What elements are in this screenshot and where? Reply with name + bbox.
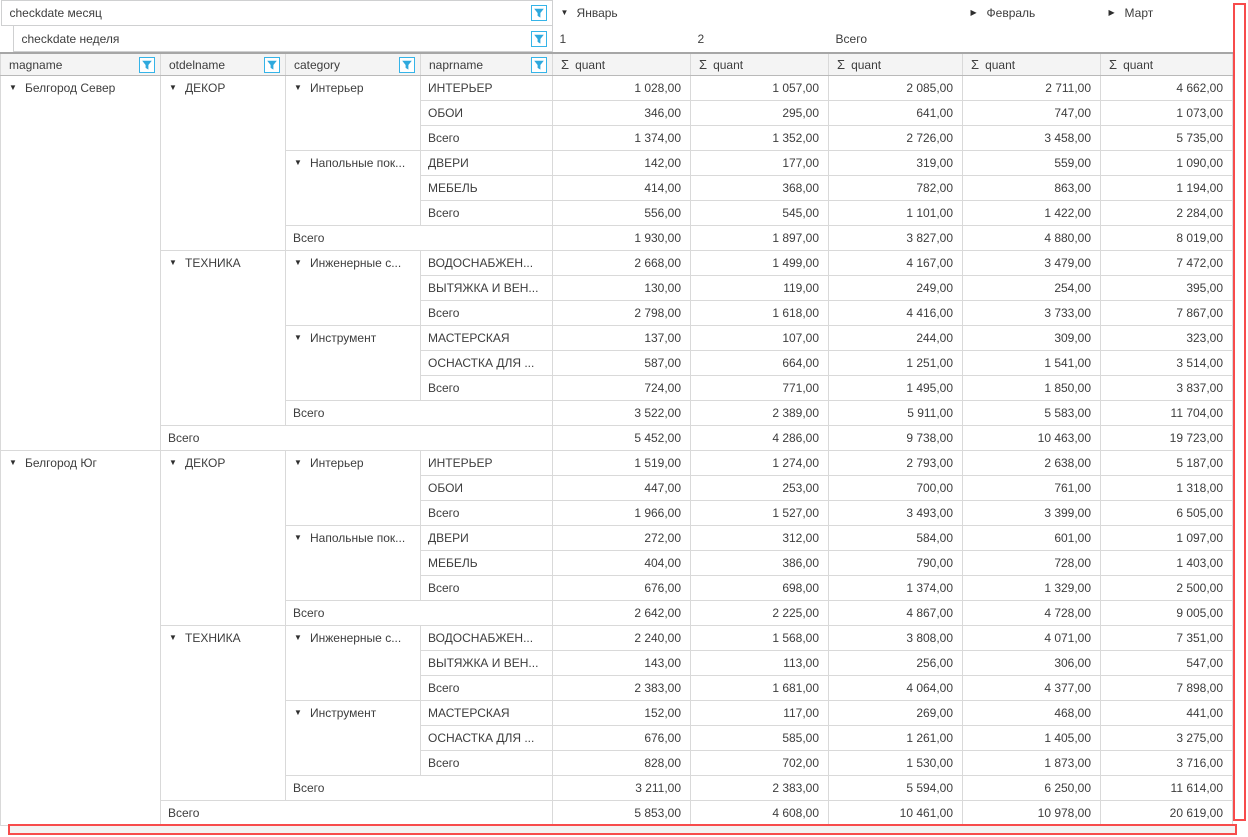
collapse-triangle-icon[interactable]: ▼ — [9, 82, 17, 92]
measure-header[interactable] — [553, 53, 691, 76]
value-cell: 4 167,00 — [829, 251, 963, 276]
value-cell: 20 619,00 — [1101, 801, 1233, 826]
field-label: otdelname — [169, 57, 226, 72]
value-cell: 386,00 — [691, 551, 829, 576]
value-cell: 7 472,00 — [1101, 251, 1233, 276]
value-cell: 782,00 — [829, 176, 963, 201]
value-cell: 2 711,00 — [963, 76, 1101, 101]
field-label: naprname — [429, 57, 484, 72]
value-cell: 3 458,00 — [963, 126, 1101, 151]
otdel-group-cell — [161, 251, 286, 426]
value-cell: 559,00 — [963, 151, 1101, 176]
category-total-cell: Всего — [421, 201, 553, 226]
value-cell: 828,00 — [553, 751, 691, 776]
filter-chip-cell — [1, 0, 553, 26]
month-label: Февраль — [986, 6, 1036, 20]
value-cell: 1 541,00 — [963, 351, 1101, 376]
napr-cell: ОБОИ — [421, 476, 553, 501]
filter-icon[interactable] — [531, 5, 547, 21]
value-cell: 3 275,00 — [1101, 726, 1233, 751]
value-cell: 698,00 — [691, 576, 829, 601]
collapse-triangle-icon[interactable]: ▼ — [169, 257, 177, 267]
value-cell: 4 377,00 — [963, 676, 1101, 701]
sigma-icon: Σ — [561, 57, 570, 72]
value-cell: 5 735,00 — [1101, 126, 1233, 151]
value-cell: 584,00 — [829, 526, 963, 551]
group-label: Интерьер — [310, 456, 364, 470]
field-header-magname[interactable] — [1, 53, 161, 76]
value-cell: 2 389,00 — [691, 401, 829, 426]
value-cell: 863,00 — [963, 176, 1101, 201]
value-cell: 254,00 — [963, 276, 1101, 301]
value-cell: 1 318,00 — [1101, 476, 1233, 501]
value-cell: 2 284,00 — [1101, 201, 1233, 226]
category-total-cell: Всего — [421, 576, 553, 601]
filter-area-row-1 — [1, 0, 1233, 26]
value-cell: 5 594,00 — [829, 776, 963, 801]
value-cell: 3 733,00 — [963, 301, 1101, 326]
filter-field-month[interactable] — [1, 0, 553, 26]
value-cell: 4 071,00 — [963, 626, 1101, 651]
mag-group-cell — [1, 76, 161, 451]
value-cell: 547,00 — [1101, 651, 1233, 676]
group-label: Инструмент — [310, 331, 377, 345]
value-cell: 8 019,00 — [1101, 226, 1233, 251]
category-group-cell — [286, 326, 421, 401]
napr-cell: ИНТЕРЬЕР — [421, 451, 553, 476]
table-row — [1, 801, 1233, 826]
category-total-cell: Всего — [421, 126, 553, 151]
field-header-row — [1, 53, 1233, 76]
value-cell: 10 463,00 — [963, 426, 1101, 451]
napr-cell: МЕБЕЛЬ — [421, 176, 553, 201]
value-cell: 9 005,00 — [1101, 601, 1233, 626]
value-cell: 309,00 — [963, 326, 1101, 351]
value-cell: 676,00 — [553, 576, 691, 601]
value-cell: 3 514,00 — [1101, 351, 1233, 376]
value-cell: 3 716,00 — [1101, 751, 1233, 776]
value-cell: 585,00 — [691, 726, 829, 751]
value-cell: 1 097,00 — [1101, 526, 1233, 551]
value-cell: 702,00 — [691, 751, 829, 776]
category-total-cell: Всего — [421, 751, 553, 776]
value-cell: 177,00 — [691, 151, 829, 176]
napr-cell: ОСНАСТКА ДЛЯ ... — [421, 351, 553, 376]
table-row — [1, 451, 1233, 476]
group-label: ТЕХНИКА — [185, 256, 241, 270]
value-cell: 2 668,00 — [553, 251, 691, 276]
value-cell: 7 867,00 — [1101, 301, 1233, 326]
expand-triangle-icon[interactable]: ▶ — [1108, 7, 1115, 17]
value-cell: 468,00 — [963, 701, 1101, 726]
group-label: Напольные пок... — [310, 156, 406, 170]
value-cell: 5 187,00 — [1101, 451, 1233, 476]
otdel-group-cell — [161, 451, 286, 626]
napr-cell: ВОДОСНАБЖЕН... — [421, 626, 553, 651]
value-cell: 3 808,00 — [829, 626, 963, 651]
value-cell: 404,00 — [553, 551, 691, 576]
field-label: category — [294, 57, 341, 72]
measure-header[interactable] — [1101, 53, 1233, 76]
measure-header[interactable] — [691, 53, 829, 76]
collapse-triangle-icon[interactable]: ▼ — [169, 632, 177, 642]
value-cell: 1 530,00 — [829, 751, 963, 776]
category-total-cell: Всего — [421, 301, 553, 326]
column-header-march[interactable] — [1101, 0, 1233, 53]
filter-icon[interactable] — [531, 31, 547, 47]
napr-cell: ДВЕРИ — [421, 151, 553, 176]
collapse-triangle-icon[interactable]: ▼ — [294, 257, 302, 267]
value-cell: 253,00 — [691, 476, 829, 501]
filter-icon[interactable] — [399, 57, 415, 73]
value-cell: 724,00 — [553, 376, 691, 401]
value-cell: 2 798,00 — [553, 301, 691, 326]
value-cell: 2 225,00 — [691, 601, 829, 626]
measure-header[interactable] — [963, 53, 1101, 76]
value-cell: 1 519,00 — [553, 451, 691, 476]
value-cell: 1 101,00 — [829, 201, 963, 226]
collapse-triangle-icon[interactable]: ▼ — [294, 157, 302, 167]
value-cell: 3 211,00 — [553, 776, 691, 801]
value-cell: 244,00 — [829, 326, 963, 351]
value-cell: 19 723,00 — [1101, 426, 1233, 451]
value-cell: 1 681,00 — [691, 676, 829, 701]
filter-icon[interactable] — [139, 57, 155, 73]
table-row — [1, 426, 1233, 451]
value-cell: 3 522,00 — [553, 401, 691, 426]
napr-cell: ОБОИ — [421, 101, 553, 126]
value-cell: 11 704,00 — [1101, 401, 1233, 426]
value-cell: 414,00 — [553, 176, 691, 201]
sigma-icon: Σ — [1109, 57, 1118, 72]
value-cell: 1 352,00 — [691, 126, 829, 151]
sigma-icon: Σ — [699, 57, 708, 72]
value-cell: 119,00 — [691, 276, 829, 301]
category-total-cell: Всего — [421, 501, 553, 526]
value-cell: 11 614,00 — [1101, 776, 1233, 801]
category-group-cell — [286, 76, 421, 151]
collapse-triangle-icon[interactable]: ▼ — [294, 332, 302, 342]
value-cell: 2 642,00 — [553, 601, 691, 626]
group-label: Интерьер — [310, 81, 364, 95]
value-cell: 601,00 — [963, 526, 1101, 551]
otdel-total-cell: Всего — [286, 601, 553, 626]
category-group-cell — [286, 251, 421, 326]
collapse-triangle-icon[interactable]: ▼ — [294, 82, 302, 92]
value-cell: 2 085,00 — [829, 76, 963, 101]
value-cell: 3 837,00 — [1101, 376, 1233, 401]
value-cell: 1 850,00 — [963, 376, 1101, 401]
measure-label: quant — [851, 58, 882, 72]
column-header-january[interactable] — [553, 0, 963, 26]
value-cell: 323,00 — [1101, 326, 1233, 351]
value-cell: 664,00 — [691, 351, 829, 376]
value-cell: 4 662,00 — [1101, 76, 1233, 101]
category-group-cell — [286, 451, 421, 526]
category-group-cell — [286, 626, 421, 701]
mag-total-cell: Всего — [161, 426, 553, 451]
filter-field-month-label: checkdate месяц — [9, 6, 102, 20]
value-cell: 556,00 — [553, 201, 691, 226]
value-cell: 1 374,00 — [553, 126, 691, 151]
value-cell: 306,00 — [963, 651, 1101, 676]
value-cell: 368,00 — [691, 176, 829, 201]
value-cell: 2 726,00 — [829, 126, 963, 151]
value-cell: 4 286,00 — [691, 426, 829, 451]
value-cell: 256,00 — [829, 651, 963, 676]
horizontal-scrollbar-highlight[interactable] — [8, 824, 1237, 835]
field-label: magname — [9, 57, 63, 72]
value-cell: 4 880,00 — [963, 226, 1101, 251]
otdel-total-cell: Всего — [286, 776, 553, 801]
value-cell: 5 452,00 — [553, 426, 691, 451]
value-cell: 2 383,00 — [691, 776, 829, 801]
value-cell: 2 500,00 — [1101, 576, 1233, 601]
value-cell: 4 608,00 — [691, 801, 829, 826]
collapse-triangle-icon[interactable]: ▼ — [294, 532, 302, 542]
value-cell: 1 495,00 — [829, 376, 963, 401]
measure-header[interactable] — [829, 53, 963, 76]
measure-label: quant — [713, 58, 744, 72]
value-cell: 1 261,00 — [829, 726, 963, 751]
subcolumn-header-total: Всего — [829, 26, 963, 53]
measure-label: quant — [575, 58, 606, 72]
napr-cell: МАСТЕРСКАЯ — [421, 701, 553, 726]
value-cell: 5 911,00 — [829, 401, 963, 426]
napr-cell: ВЫТЯЖКА И ВЕН... — [421, 651, 553, 676]
value-cell: 1 499,00 — [691, 251, 829, 276]
mag-group-cell — [1, 451, 161, 826]
filter-icon[interactable] — [264, 57, 280, 73]
group-label: Инструмент — [310, 706, 377, 720]
field-header-otdelname[interactable] — [161, 53, 286, 76]
pivot-body — [1, 76, 1233, 826]
value-cell: 2 793,00 — [829, 451, 963, 476]
subcolumn-header-week2: 2 — [691, 26, 829, 53]
value-cell: 113,00 — [691, 651, 829, 676]
collapse-triangle-icon[interactable]: ▼ — [169, 82, 177, 92]
expand-triangle-icon[interactable]: ▶ — [970, 7, 977, 17]
otdel-total-cell: Всего — [286, 226, 553, 251]
napr-cell: ОСНАСТКА ДЛЯ ... — [421, 726, 553, 751]
mag-total-cell: Всего — [161, 801, 553, 826]
collapse-triangle-icon[interactable]: ▼ — [294, 457, 302, 467]
value-cell: 728,00 — [963, 551, 1101, 576]
otdel-total-cell: Всего — [286, 401, 553, 426]
value-cell: 107,00 — [691, 326, 829, 351]
value-cell: 1 090,00 — [1101, 151, 1233, 176]
value-cell: 3 479,00 — [963, 251, 1101, 276]
value-cell: 587,00 — [553, 351, 691, 376]
value-cell: 312,00 — [691, 526, 829, 551]
value-cell: 1 527,00 — [691, 501, 829, 526]
column-header-february[interactable] — [963, 0, 1101, 53]
value-cell: 295,00 — [691, 101, 829, 126]
value-cell: 1 274,00 — [691, 451, 829, 476]
collapse-triangle-icon[interactable]: ▼ — [9, 457, 17, 467]
value-cell: 4 416,00 — [829, 301, 963, 326]
filter-field-week[interactable] — [13, 26, 553, 52]
value-cell: 747,00 — [963, 101, 1101, 126]
value-cell: 5 583,00 — [963, 401, 1101, 426]
filter-icon[interactable] — [531, 57, 547, 73]
value-cell: 771,00 — [691, 376, 829, 401]
value-cell: 3 493,00 — [829, 501, 963, 526]
collapse-triangle-icon[interactable]: ▼ — [294, 632, 302, 642]
category-total-cell: Всего — [421, 376, 553, 401]
value-cell: 6 505,00 — [1101, 501, 1233, 526]
value-cell: 10 978,00 — [963, 801, 1101, 826]
vertical-scrollbar-highlight[interactable] — [1233, 3, 1246, 821]
value-cell: 143,00 — [553, 651, 691, 676]
collapse-triangle-icon[interactable]: ▼ — [560, 7, 569, 17]
month-label: Март — [1124, 6, 1154, 20]
value-cell: 1 618,00 — [691, 301, 829, 326]
filter-chip-cell — [1, 26, 553, 53]
value-cell: 1 403,00 — [1101, 551, 1233, 576]
measure-label: quant — [985, 58, 1016, 72]
value-cell: 269,00 — [829, 701, 963, 726]
value-cell: 1 422,00 — [963, 201, 1101, 226]
value-cell: 10 461,00 — [829, 801, 963, 826]
value-cell: 1 329,00 — [963, 576, 1101, 601]
value-cell: 3 827,00 — [829, 226, 963, 251]
napr-cell: МАСТЕРСКАЯ — [421, 326, 553, 351]
value-cell: 249,00 — [829, 276, 963, 301]
value-cell: 142,00 — [553, 151, 691, 176]
value-cell: 4 064,00 — [829, 676, 963, 701]
filter-field-week-label: checkdate неделя — [21, 31, 120, 46]
category-group-cell — [286, 526, 421, 601]
value-cell: 447,00 — [553, 476, 691, 501]
value-cell: 7 898,00 — [1101, 676, 1233, 701]
value-cell: 545,00 — [691, 201, 829, 226]
group-label: Белгород Юг — [25, 456, 97, 470]
category-group-cell — [286, 151, 421, 226]
value-cell: 2 638,00 — [963, 451, 1101, 476]
value-cell: 272,00 — [553, 526, 691, 551]
value-cell: 1 966,00 — [553, 501, 691, 526]
value-cell: 441,00 — [1101, 701, 1233, 726]
value-cell: 130,00 — [553, 276, 691, 301]
group-label: ДЕКОР — [185, 81, 226, 95]
napr-cell: ИНТЕРЬЕР — [421, 76, 553, 101]
value-cell: 1 374,00 — [829, 576, 963, 601]
value-cell: 9 738,00 — [829, 426, 963, 451]
napr-cell: МЕБЕЛЬ — [421, 551, 553, 576]
collapse-triangle-icon[interactable]: ▼ — [169, 457, 177, 467]
value-cell: 790,00 — [829, 551, 963, 576]
value-cell: 1 873,00 — [963, 751, 1101, 776]
value-cell: 4 867,00 — [829, 601, 963, 626]
value-cell: 761,00 — [963, 476, 1101, 501]
value-cell: 641,00 — [829, 101, 963, 126]
sigma-icon: Σ — [971, 57, 980, 72]
group-label: ТЕХНИКА — [185, 631, 241, 645]
value-cell: 346,00 — [553, 101, 691, 126]
value-cell: 700,00 — [829, 476, 963, 501]
value-cell: 137,00 — [553, 326, 691, 351]
value-cell: 5 853,00 — [553, 801, 691, 826]
value-cell: 4 728,00 — [963, 601, 1101, 626]
value-cell: 7 351,00 — [1101, 626, 1233, 651]
value-cell: 1 897,00 — [691, 226, 829, 251]
value-cell: 1 194,00 — [1101, 176, 1233, 201]
value-cell: 319,00 — [829, 151, 963, 176]
category-total-cell: Всего — [421, 676, 553, 701]
group-label: Напольные пок... — [310, 531, 406, 545]
sigma-icon: Σ — [837, 57, 846, 72]
group-label: Белгород Север — [25, 81, 116, 95]
otdel-group-cell — [161, 76, 286, 251]
value-cell: 1 568,00 — [691, 626, 829, 651]
table-row — [1, 626, 1233, 651]
value-cell: 117,00 — [691, 701, 829, 726]
field-header-naprname[interactable] — [421, 53, 553, 76]
value-cell: 6 250,00 — [963, 776, 1101, 801]
value-cell: 1 028,00 — [553, 76, 691, 101]
month-label: Январь — [576, 6, 618, 20]
napr-cell: ВЫТЯЖКА И ВЕН... — [421, 276, 553, 301]
napr-cell: ВОДОСНАБЖЕН... — [421, 251, 553, 276]
napr-cell: ДВЕРИ — [421, 526, 553, 551]
value-cell: 395,00 — [1101, 276, 1233, 301]
field-header-category[interactable] — [286, 53, 421, 76]
group-label: Инженерные с... — [310, 631, 402, 645]
table-row — [1, 76, 1233, 101]
table-row — [1, 251, 1233, 276]
collapse-triangle-icon[interactable]: ▼ — [294, 707, 302, 717]
value-cell: 1 930,00 — [553, 226, 691, 251]
group-label: ДЕКОР — [185, 456, 226, 470]
value-cell: 3 399,00 — [963, 501, 1101, 526]
value-cell: 2 240,00 — [553, 626, 691, 651]
otdel-group-cell — [161, 626, 286, 801]
value-cell: 2 383,00 — [553, 676, 691, 701]
value-cell: 676,00 — [553, 726, 691, 751]
value-cell: 1 073,00 — [1101, 101, 1233, 126]
value-cell: 1 251,00 — [829, 351, 963, 376]
group-label: Инженерные с... — [310, 256, 402, 270]
value-cell: 1 405,00 — [963, 726, 1101, 751]
category-group-cell — [286, 701, 421, 776]
value-cell: 152,00 — [553, 701, 691, 726]
measure-label: quant — [1123, 58, 1154, 72]
subcolumn-header-week1: 1 — [553, 26, 691, 53]
value-cell: 1 057,00 — [691, 76, 829, 101]
